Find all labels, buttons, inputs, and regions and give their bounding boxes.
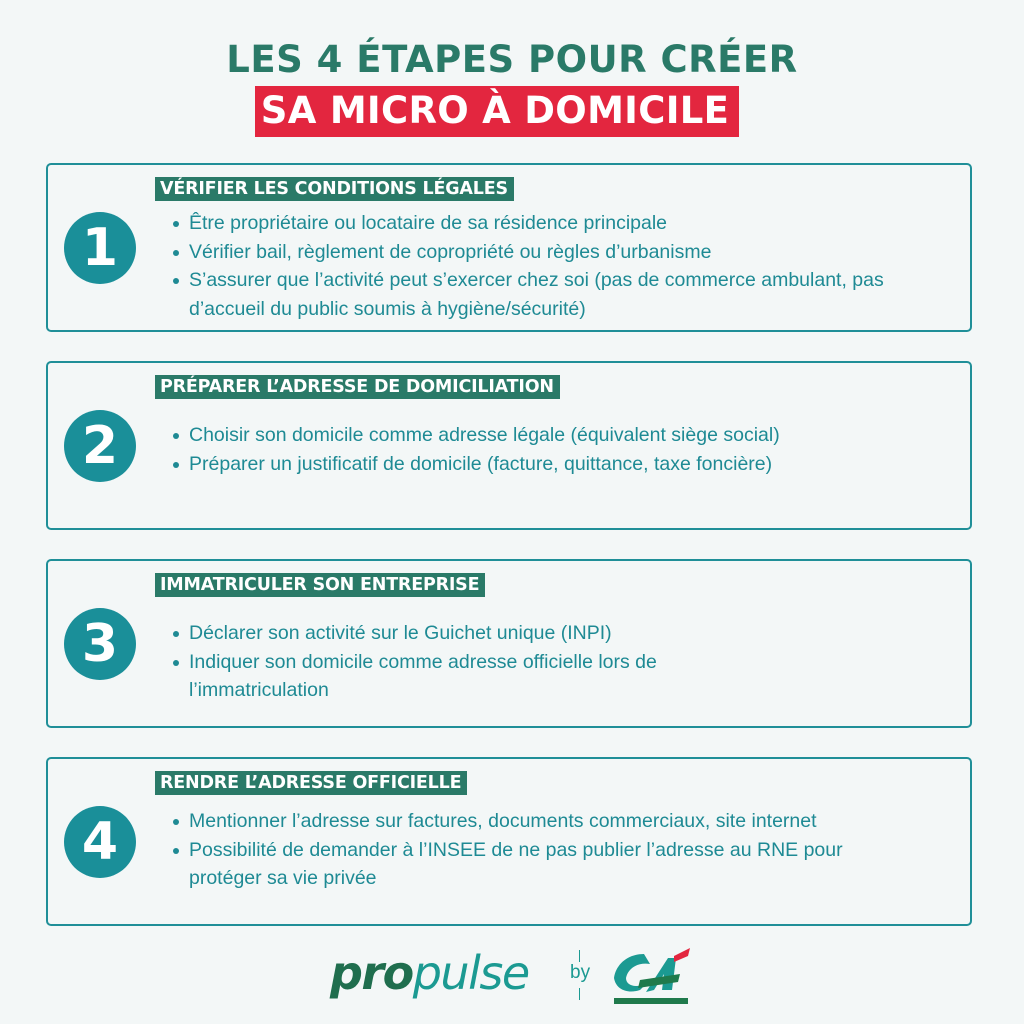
page-title-line2: SA MICRO À DOMICILE — [255, 86, 739, 137]
propulse-logo: propulse — [330, 946, 529, 1000]
step-number-badge: 1 — [64, 212, 136, 284]
step-title: RENDRE L’ADRESSE OFFICIELLE — [155, 771, 467, 795]
step-number-badge: 4 — [64, 806, 136, 878]
by-label: by — [566, 962, 594, 984]
footer-branding — [0, 940, 1024, 1010]
step-number-badge: 3 — [64, 608, 136, 680]
step-bullets — [170, 421, 930, 478]
list-item: Vérifier bail, règlement de copropriété ou règles d’urbanisme — [170, 238, 930, 267]
step-bullets — [170, 807, 930, 893]
step-title: PRÉPARER L’ADRESSE DE DOMICILIATION — [155, 375, 560, 399]
list-item: Être propriétaire ou locataire de sa résidence principale — [170, 209, 930, 238]
list-item: Déclarer son activité sur le Guichet unique (INPI) — [170, 619, 930, 648]
step-card-2 — [46, 361, 972, 530]
list-item: S’assurer que l’activité peut s’exercer chez soi (pas de commerce ambulant, pas d’accueil du public soumis à hygiène/sécurité) — [170, 266, 930, 323]
step-card-1 — [46, 163, 972, 332]
step-title: VÉRIFIER LES CONDITIONS LÉGALES — [155, 177, 514, 201]
step-title: IMMATRICULER SON ENTREPRISE — [155, 573, 485, 597]
list-item: Préparer un justificatif de domicile (facture, quittance, taxe foncière) — [170, 450, 849, 479]
step-number-badge: 2 — [64, 410, 136, 482]
list-item: Choisir son domicile comme adresse légale (équivalent siège social) — [170, 421, 930, 450]
list-item: Indiquer son domicile comme adresse officielle lors de l’immatriculation — [170, 648, 789, 705]
page-title-line1: LES 4 ÉTAPES POUR CRÉER — [226, 38, 798, 81]
step-bullets — [170, 209, 930, 323]
step-bullets — [170, 619, 930, 705]
credit-agricole-logo-icon — [610, 944, 694, 1006]
list-item: Possibilité de demander à l’INSEE de ne pas publier l’adresse au RNE pour protéger sa vie privée — [170, 836, 879, 893]
page-title-line2-wrap — [0, 86, 1024, 137]
step-card-3 — [46, 559, 972, 728]
step-card-4 — [46, 757, 972, 926]
list-item: Mentionner l’adresse sur factures, documents commerciaux, site internet — [170, 807, 879, 836]
